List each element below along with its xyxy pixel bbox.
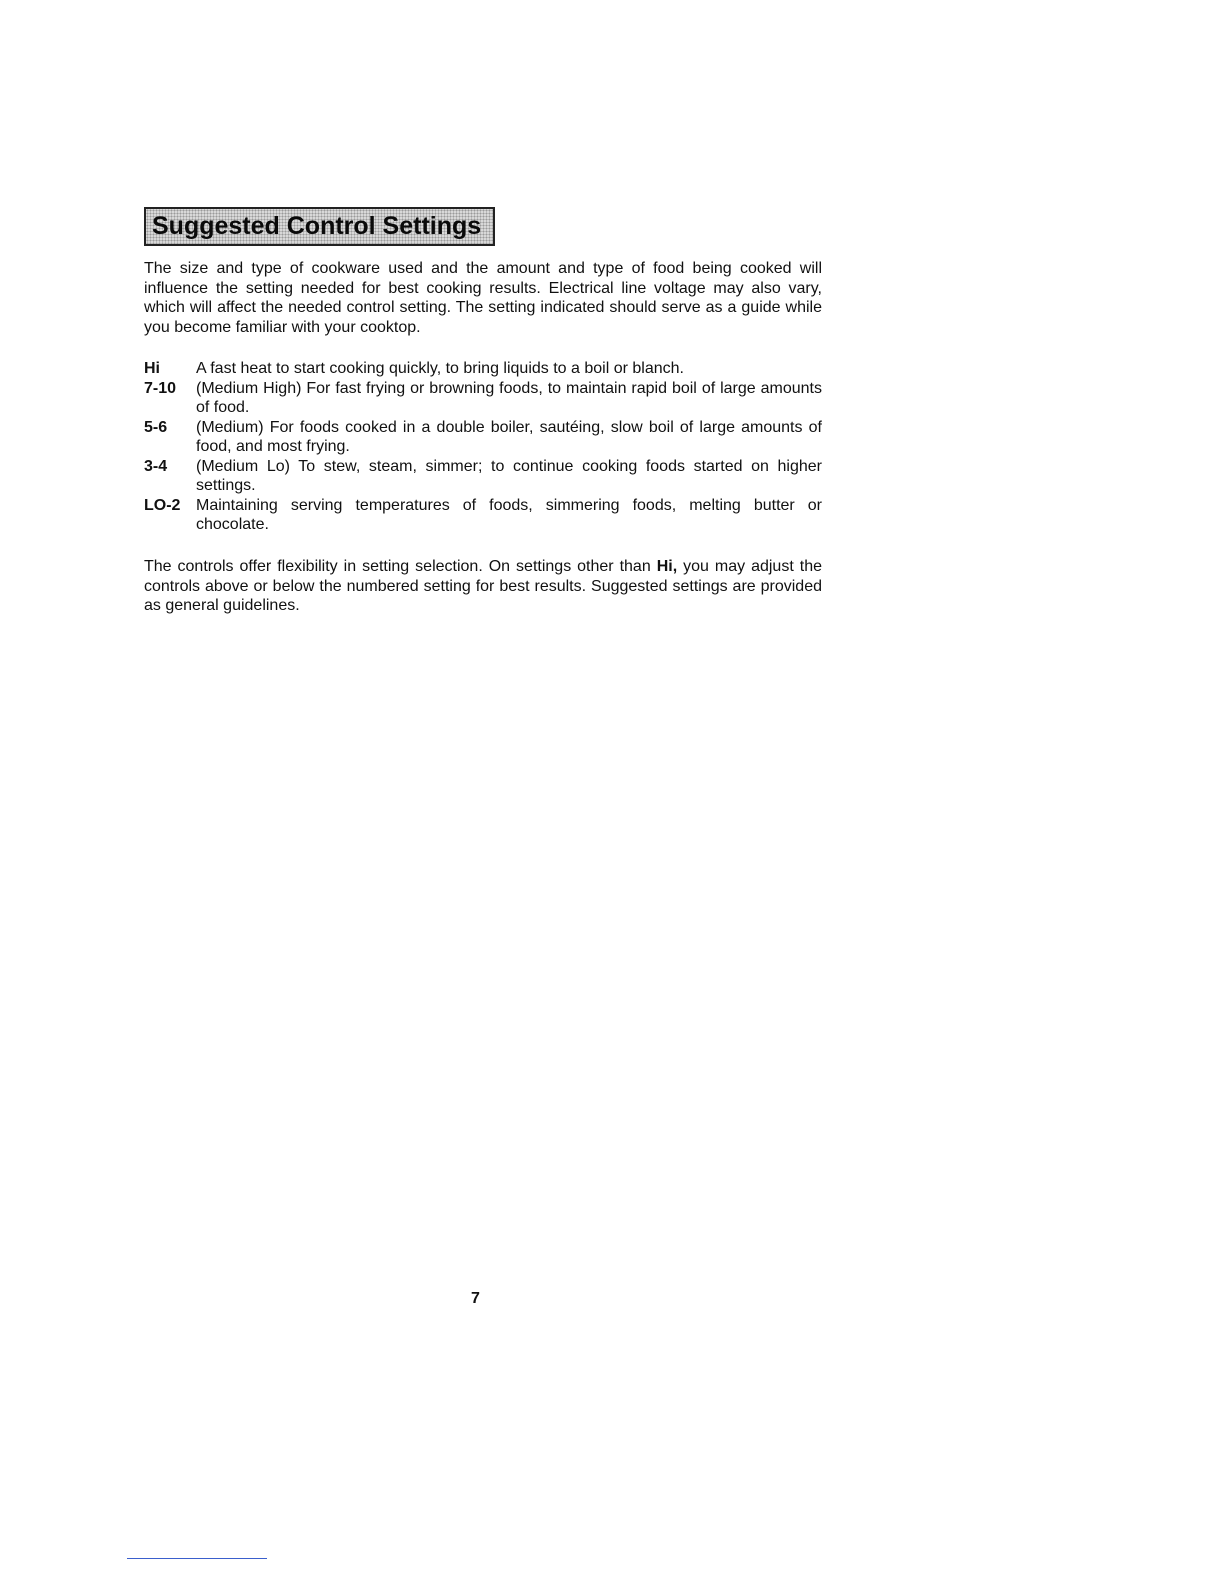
outro-text-after: you may adjust the controls above or below the numbered setting for best results. Suggested settings are provided as general guidelines. [144, 558, 822, 614]
setting-code: 7-10 [144, 379, 177, 397]
setting-code: Hi [144, 360, 160, 377]
setting-description: (Medium) For foods cooked in a double boiler, sautéing, slow boil of large amounts of food, and most frying. [196, 418, 822, 455]
outro-text-before: The controls offer flexibility in setting selection. On settings other than [144, 558, 657, 575]
setting-row-5-6 [144, 418, 822, 457]
outro-paragraph [144, 557, 822, 616]
setting-row-hi [144, 359, 822, 379]
section-heading: Suggested Control Settings [144, 207, 495, 246]
outro-bold-setting: Hi, [656, 558, 678, 575]
setting-description: Maintaining serving temperatures of foods, simmering foods, melting butter or chocolate. [196, 496, 822, 533]
setting-row-3-4 [144, 457, 822, 496]
setting-description: (Medium High) For fast frying or browning foods, to maintain rapid boil of large amounts of food. [196, 379, 822, 416]
setting-description: (Medium Lo) To stew, steam, simmer; to continue cooking foods started on higher settings. [196, 457, 822, 494]
intro-paragraph: The size and type of cookware used and the amount and type of food being cooked will influence the setting needed for best cooking results. Electrical line voltage may also vary, which will affect the needed control setting. The setting indicated should serve as a guide while you become familiar with your cooktop. [144, 260, 822, 336]
setting-row-lo-2 [144, 496, 822, 535]
setting-code: 5-6 [144, 418, 168, 436]
setting-code: 3-4 [144, 457, 168, 475]
setting-code: LO-2 [144, 496, 181, 514]
setting-description: A fast heat to start cooking quickly, to bring liquids to a boil or blanch. [196, 360, 684, 377]
settings-list [144, 359, 822, 535]
footer-rule [127, 1558, 267, 1559]
page-number: 7 [471, 1290, 480, 1307]
setting-row-7-10 [144, 379, 822, 418]
